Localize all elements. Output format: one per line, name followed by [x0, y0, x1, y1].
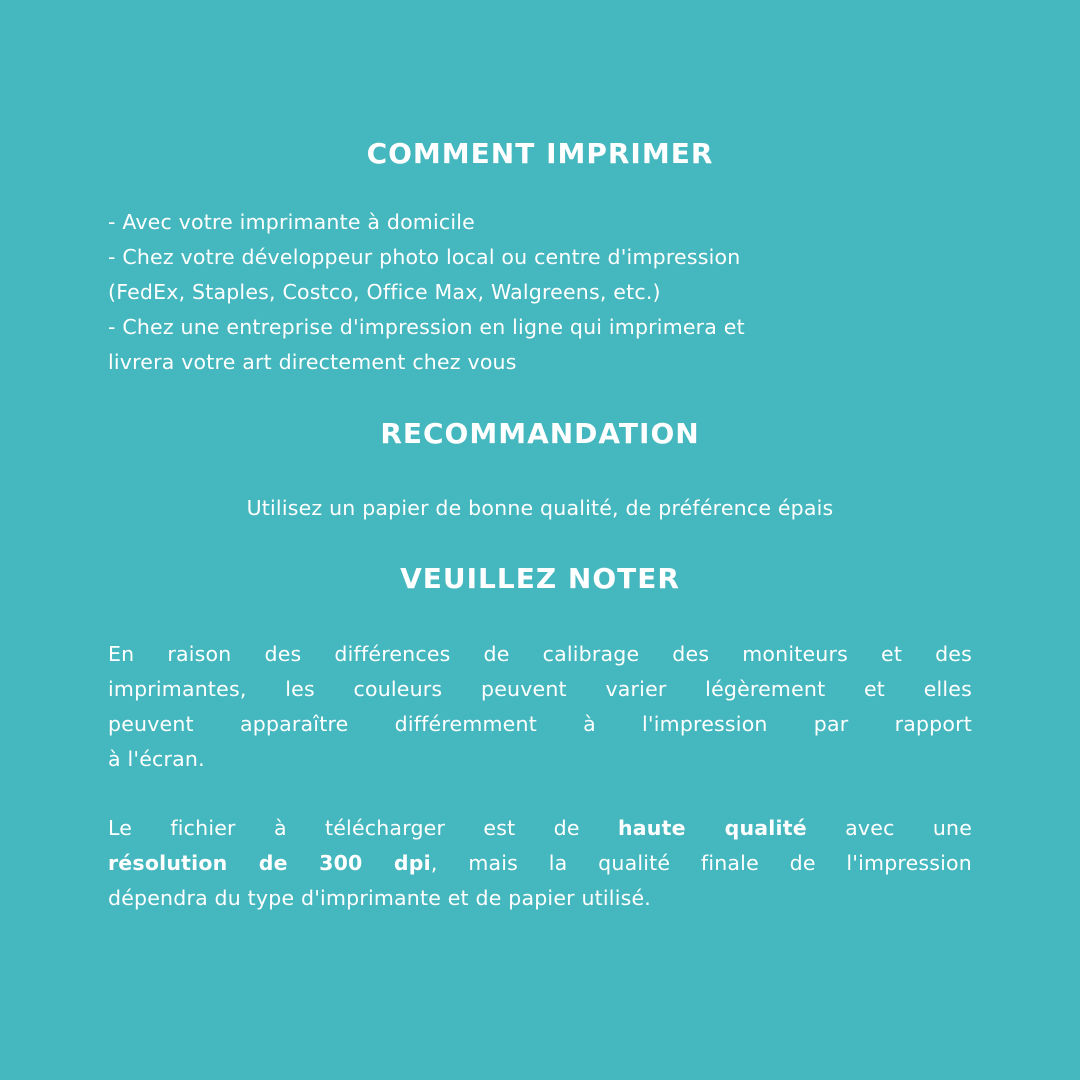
print-option-line: (FedEx, Staples, Costco, Office Max, Walgreens, etc.)	[108, 280, 661, 304]
note-line: imprimantes, les couleurs peuvent varier légèrement et elles	[108, 677, 972, 701]
print-options-list	[108, 205, 972, 380]
note-line: à l'écran.	[108, 747, 205, 771]
note-line: peuvent apparaître différemment à l'impression par rapport	[108, 712, 972, 736]
quality-line-1-prefix: Le fichier à télécharger est de	[108, 816, 580, 840]
print-option-line: livrera votre art directement chez vous	[108, 350, 517, 374]
recommendation-text: Utilisez un papier de bonne qualité, de préférence épais	[246, 496, 834, 520]
please-note-heading: VEUILLEZ NOTER	[400, 562, 680, 595]
file-quality-paragraph	[108, 811, 972, 916]
print-option-line: - Chez votre développeur photo local ou centre d'impression	[108, 245, 741, 269]
calibration-note-paragraph	[108, 637, 972, 777]
print-option-line: - Chez une entreprise d'impression en ligne qui imprimera et	[108, 315, 745, 339]
print-option-line: - Avec votre imprimante à domicile	[108, 210, 475, 234]
quality-line-1-suffix: avec une	[845, 816, 973, 840]
how-to-print-heading: COMMENT IMPRIMER	[366, 137, 714, 170]
quality-line-3: dépendra du type d'imprimante et de papier utilisé.	[108, 886, 652, 910]
quality-line-2	[108, 846, 972, 881]
quality-line-2-suffix: , mais la qualité finale de l'impression	[430, 851, 972, 875]
quality-line-1	[108, 811, 972, 846]
resolution-emphasis: résolution de 300 dpi	[108, 851, 431, 875]
high-quality-emphasis: haute qualité	[617, 816, 807, 840]
note-line: En raison des différences de calibrage des moniteurs et des	[108, 642, 972, 666]
recommendation-heading: RECOMMANDATION	[380, 417, 700, 450]
